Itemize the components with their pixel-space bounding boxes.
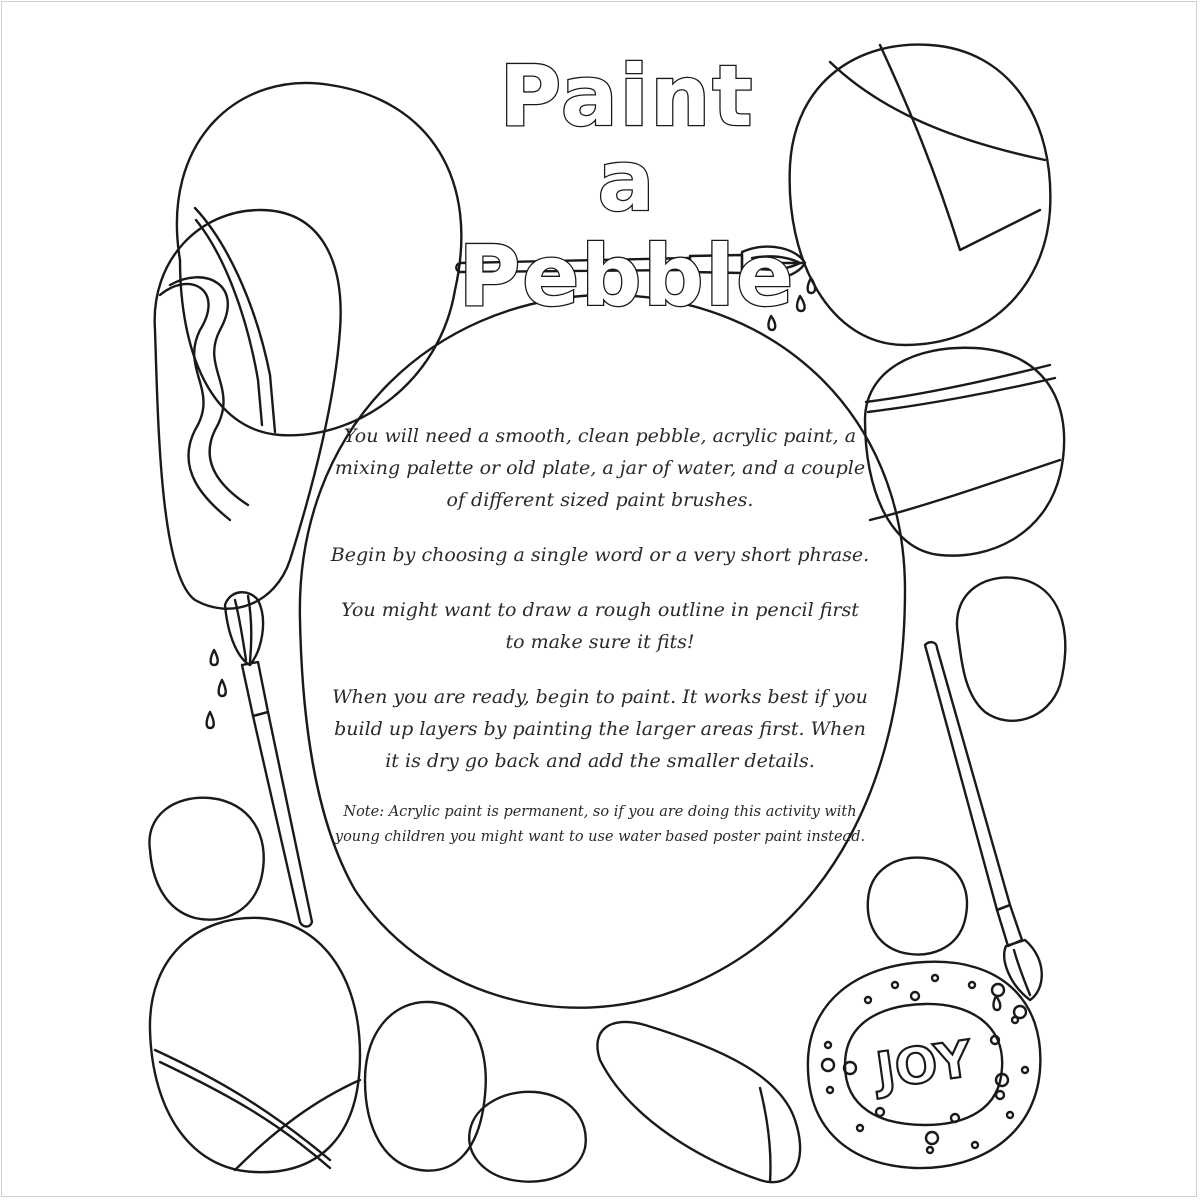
pebble-top-right-stripe	[880, 45, 1040, 250]
pebble-top-left-stripe	[196, 220, 262, 425]
pebble-bottom-left-stripe	[160, 1062, 330, 1168]
pebble-right-middle-stripe	[870, 460, 1060, 520]
title-line-2: a	[597, 132, 657, 230]
paragraph-outline: You might want to draw a rough outline in pencil first to make sure it fits!	[341, 599, 859, 653]
paint-drip	[207, 712, 214, 728]
pebble-bottom-long-stripe	[760, 1088, 771, 1182]
pebble-small-left	[149, 798, 263, 920]
paragraph-choose-word: Begin by choosing a single word or a very short phrase.	[330, 544, 870, 566]
paintbrush-left	[225, 592, 312, 926]
paint-drip	[219, 680, 226, 696]
paragraph-painting: When you are ready, begin to paint. It works best if you build up layers by painting the larger areas first. When it is dry go back and add the smaller details.	[332, 686, 868, 772]
note-text: Note: Acrylic paint is permanent, so if you are doing this activity with young children you might want to use water based poster paint instead.	[334, 804, 866, 845]
pebble-top-left-stripe	[195, 208, 275, 432]
pebble-right-small-round	[868, 858, 967, 955]
pebble-bottom-center-left	[365, 1002, 486, 1171]
pebble-bottom-small	[469, 1092, 586, 1182]
paint-drip	[993, 996, 1000, 1010]
paint-drip	[808, 278, 816, 293]
pebble-bottom-left	[150, 918, 360, 1172]
pebble-right-middle-stripe	[868, 378, 1055, 412]
pebble-top-right-stripe	[830, 62, 1045, 160]
pebble-right-middle-stripe	[866, 365, 1050, 402]
paintbrush-right	[925, 642, 1042, 1000]
joy-stone-text: JOY	[872, 1029, 976, 1101]
paragraph-materials: You will need a smooth, clean pebble, acrylic paint, a mixing palette or old plate, a jar of water, and a couple of different sized paint brushes.	[334, 425, 866, 511]
paint-drip	[211, 650, 218, 665]
title-line-1: Paint	[499, 47, 755, 145]
pebble-top-right	[790, 45, 1051, 345]
paint-drip	[797, 296, 805, 311]
instructions-block	[330, 420, 870, 873]
pebble-left-middle	[155, 210, 341, 609]
pebble-bottom-left-stripe	[235, 1080, 360, 1170]
title-line-3: Pebble	[458, 227, 796, 325]
pebble-right-middle	[865, 348, 1064, 556]
pebble-small-right	[957, 577, 1065, 720]
